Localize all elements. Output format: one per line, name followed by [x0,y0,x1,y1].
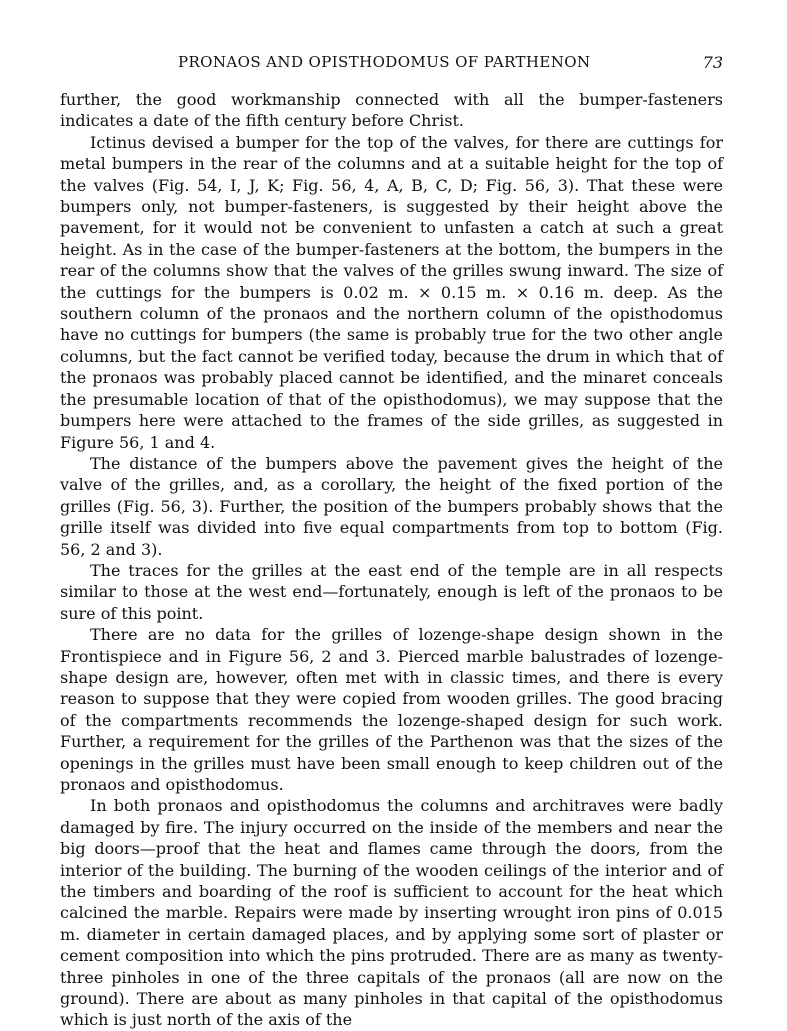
paragraph-east-end: The traces for the grilles at the east end of the temple are in all respects similar to those at the west end—fortunately, enough is left of the pronaos to be sure of this point. [60,560,723,623]
running-head: PRONAOS AND OPISTHODOMUS OF PARTHENON [178,53,591,71]
paragraph-fire-damage: In both pronaos and opisthodomus the columns and architraves were badly damaged by fire. The injury occurred on the inside of the members and near the big doors—proof that the heat and flames came through the doors, from the interior of the building. The burning of the wooden ceilings of the interior and of the timbers and boarding of the roof is sufficient to account for the heat which calcined the marble. Repairs were made by inserting wrought iron pins of 0.015 m. diameter in certain damaged places, and by applying some sort of plaster or cement composition into which the pins protruded. There are as many as twenty-three pinholes in one of the three capitals of the pronaos (all are now on the ground). There are about as many pinholes in that capital of the opisthodomus which is just north of the axis of the [60,796,723,1030]
paragraph-bumpers: Ictinus devised a bumper for the top of the valves, for there are cuttings for metal bumpers in the rear of the columns and at a suitable height for the top of the valves (Fig. 54, I, J, K; Fig. 56, 4, A, B, C, D; Fig. 56, 3). That these were bumpers only, not bumper-fasteners, is suggested by their height above the pavement, for it would not be convenient to unfasten a catch at such a great height. As in the case of the bumper-fasteners at the bottom, the bumpers in the rear of the columns show that the valves of the grilles swung inward. The size of the cuttings for the bumpers is 0.02 m. × 0.15 m. × 0.16 m. deep. As the southern column of the pronaos and the northern column of the opisthodomus have no cuttings for bumpers (the same is probably true for the two other angle columns, but the fact cannot be verified today, because the drum in which that of the pronaos was probably placed cannot be identified, and the minaret conceals the presumable location of that of the opisthodomus), we may suppose that the bumpers here were attached to the frames of the side grilles, as suggested in Figure 56, 1 and 4. [60,132,723,452]
paragraph-lozenge-design: There are no data for the grilles of lozenge-shape design shown in the Frontispiece and in Figure 56, 2 and 3. Pierced marble balustrades of lozenge-shape design are, however, often met with in classic times, and there is every reason to suppose that they were copied from wooden grilles. The good bracing of the compartments recommends the lozenge-shaped design for such work. Further, a requirement for the grilles of the Parthenon was that the sizes of the openings in the grilles must have been small enough to keep children out of the pronaos and opisthodomus. [60,625,723,794]
page-header [60,53,723,75]
paragraph-bumper-height: The distance of the bumpers above the pavement gives the height of the valve of the grilles, and, as a corollary, the height of the fixed portion of the grilles (Fig. 56, 3). Further, the position of the bumpers probably shows that the grille itself was divided into five equal compartments from top to bottom (Fig. 56, 2 and 3). [60,453,723,559]
page-number: 73 [702,53,723,72]
body-text [60,89,723,1031]
paragraph-continuation: further, the good workmanship connected with all the bumper-fasteners indicates a date of the fifth century before Christ. [60,90,723,131]
